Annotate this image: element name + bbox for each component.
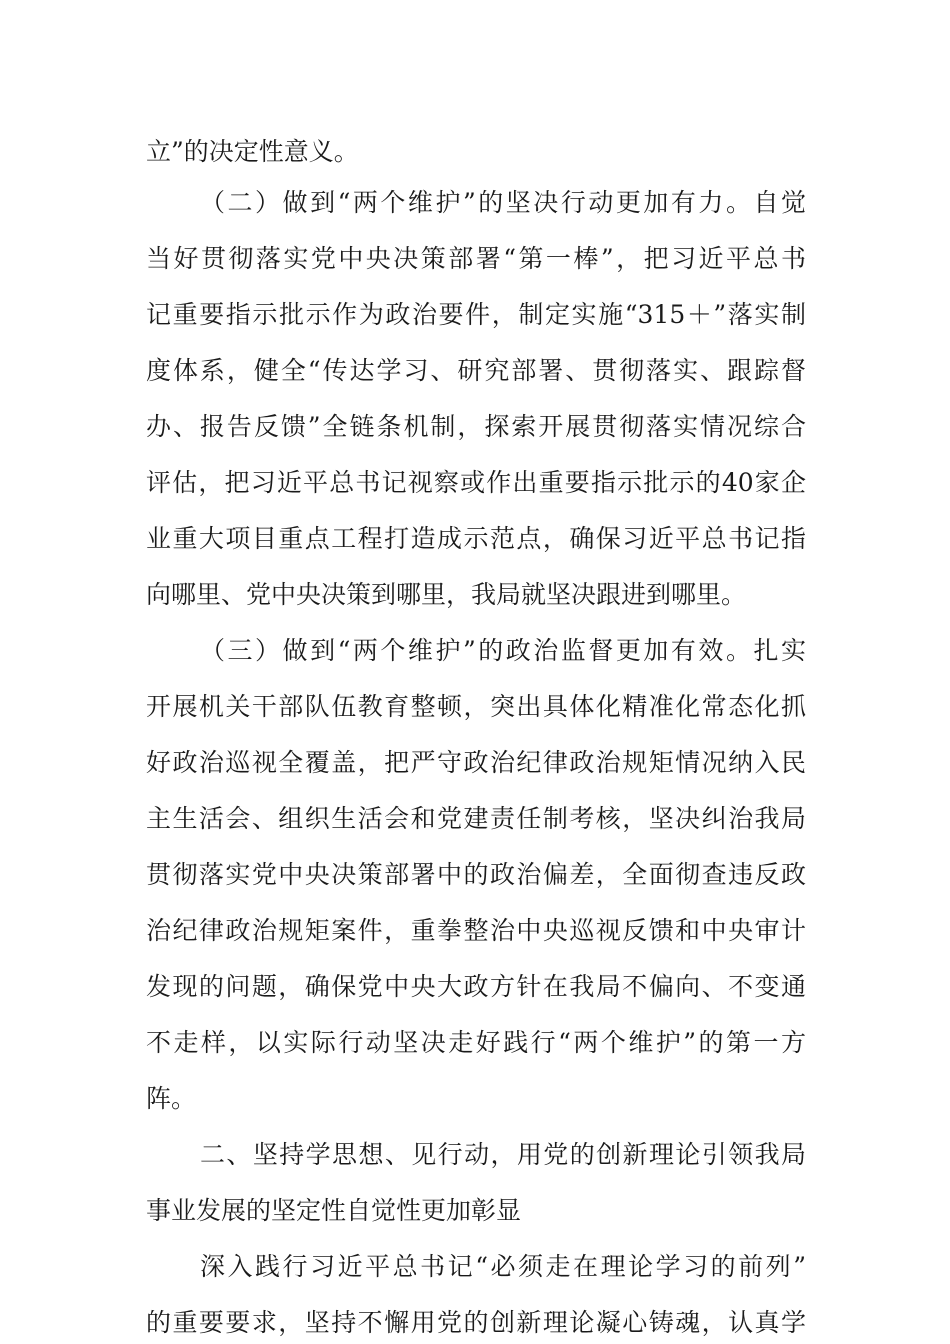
text-line: 当好贯彻落实党中央决策部署“第一棒”，把习近平总书 [146, 244, 806, 273]
text-line: 阵。 [146, 1084, 197, 1113]
text-line: 记重要指示批示作为政治要件，制定实施“315＋”落实制 [146, 300, 806, 329]
text-line: 治纪律政治规矩案件，重拳整治中央巡视反馈和中央审计 [146, 916, 806, 945]
section-heading-line: 事业发展的坚定性自觉性更加彰显 [146, 1196, 522, 1225]
paragraph-heading-line: （二）做到“两个维护”的坚决行动更加有力。自觉 [200, 188, 806, 217]
text-line: 深入践行习近平总书记“必须走在理论学习的前列” [200, 1252, 806, 1281]
text-line: 贯彻落实党中央决策部署中的政治偏差，全面彻查违反政 [146, 860, 806, 889]
text-line: 主生活会、组织生活会和党建责任制考核，坚决纠治我局 [146, 804, 806, 833]
text-line: 评估，把习近平总书记视察或作出重要指示批示的40家企 [146, 468, 806, 497]
text-line: 办、报告反馈”全链条机制，探索开展贯彻落实情况综合 [146, 412, 806, 441]
text-line: 度体系，健全“传达学习、研究部署、贯彻落实、跟踪督 [146, 356, 806, 385]
text-line: 立”的决定性意义。 [146, 137, 359, 166]
text-line: 向哪里、党中央决策到哪里，我局就坚决跟进到哪里。 [146, 580, 747, 609]
text-line: 好政治巡视全覆盖，把严守政治纪律政治规矩情况纳入民 [146, 748, 806, 777]
text-line: 的重要要求，坚持不懈用党的创新理论凝心铸魂，认真学 [146, 1308, 806, 1337]
text-line: 业重大项目重点工程打造成示范点，确保习近平总书记指 [146, 524, 806, 553]
text-line: 开展机关干部队伍教育整顿，突出具体化精准化常态化抓 [146, 692, 806, 721]
text-line: 发现的问题，确保党中央大政方针在我局不偏向、不变通 [146, 972, 806, 1001]
paragraph-heading-line: （三）做到“两个维护”的政治监督更加有效。扎实 [200, 636, 806, 665]
section-heading-line: 二、坚持学思想、见行动，用党的创新理论引领我局 [200, 1140, 806, 1169]
text-line: 不走样，以实际行动坚决走好践行“两个维护”的第一方 [146, 1028, 806, 1057]
